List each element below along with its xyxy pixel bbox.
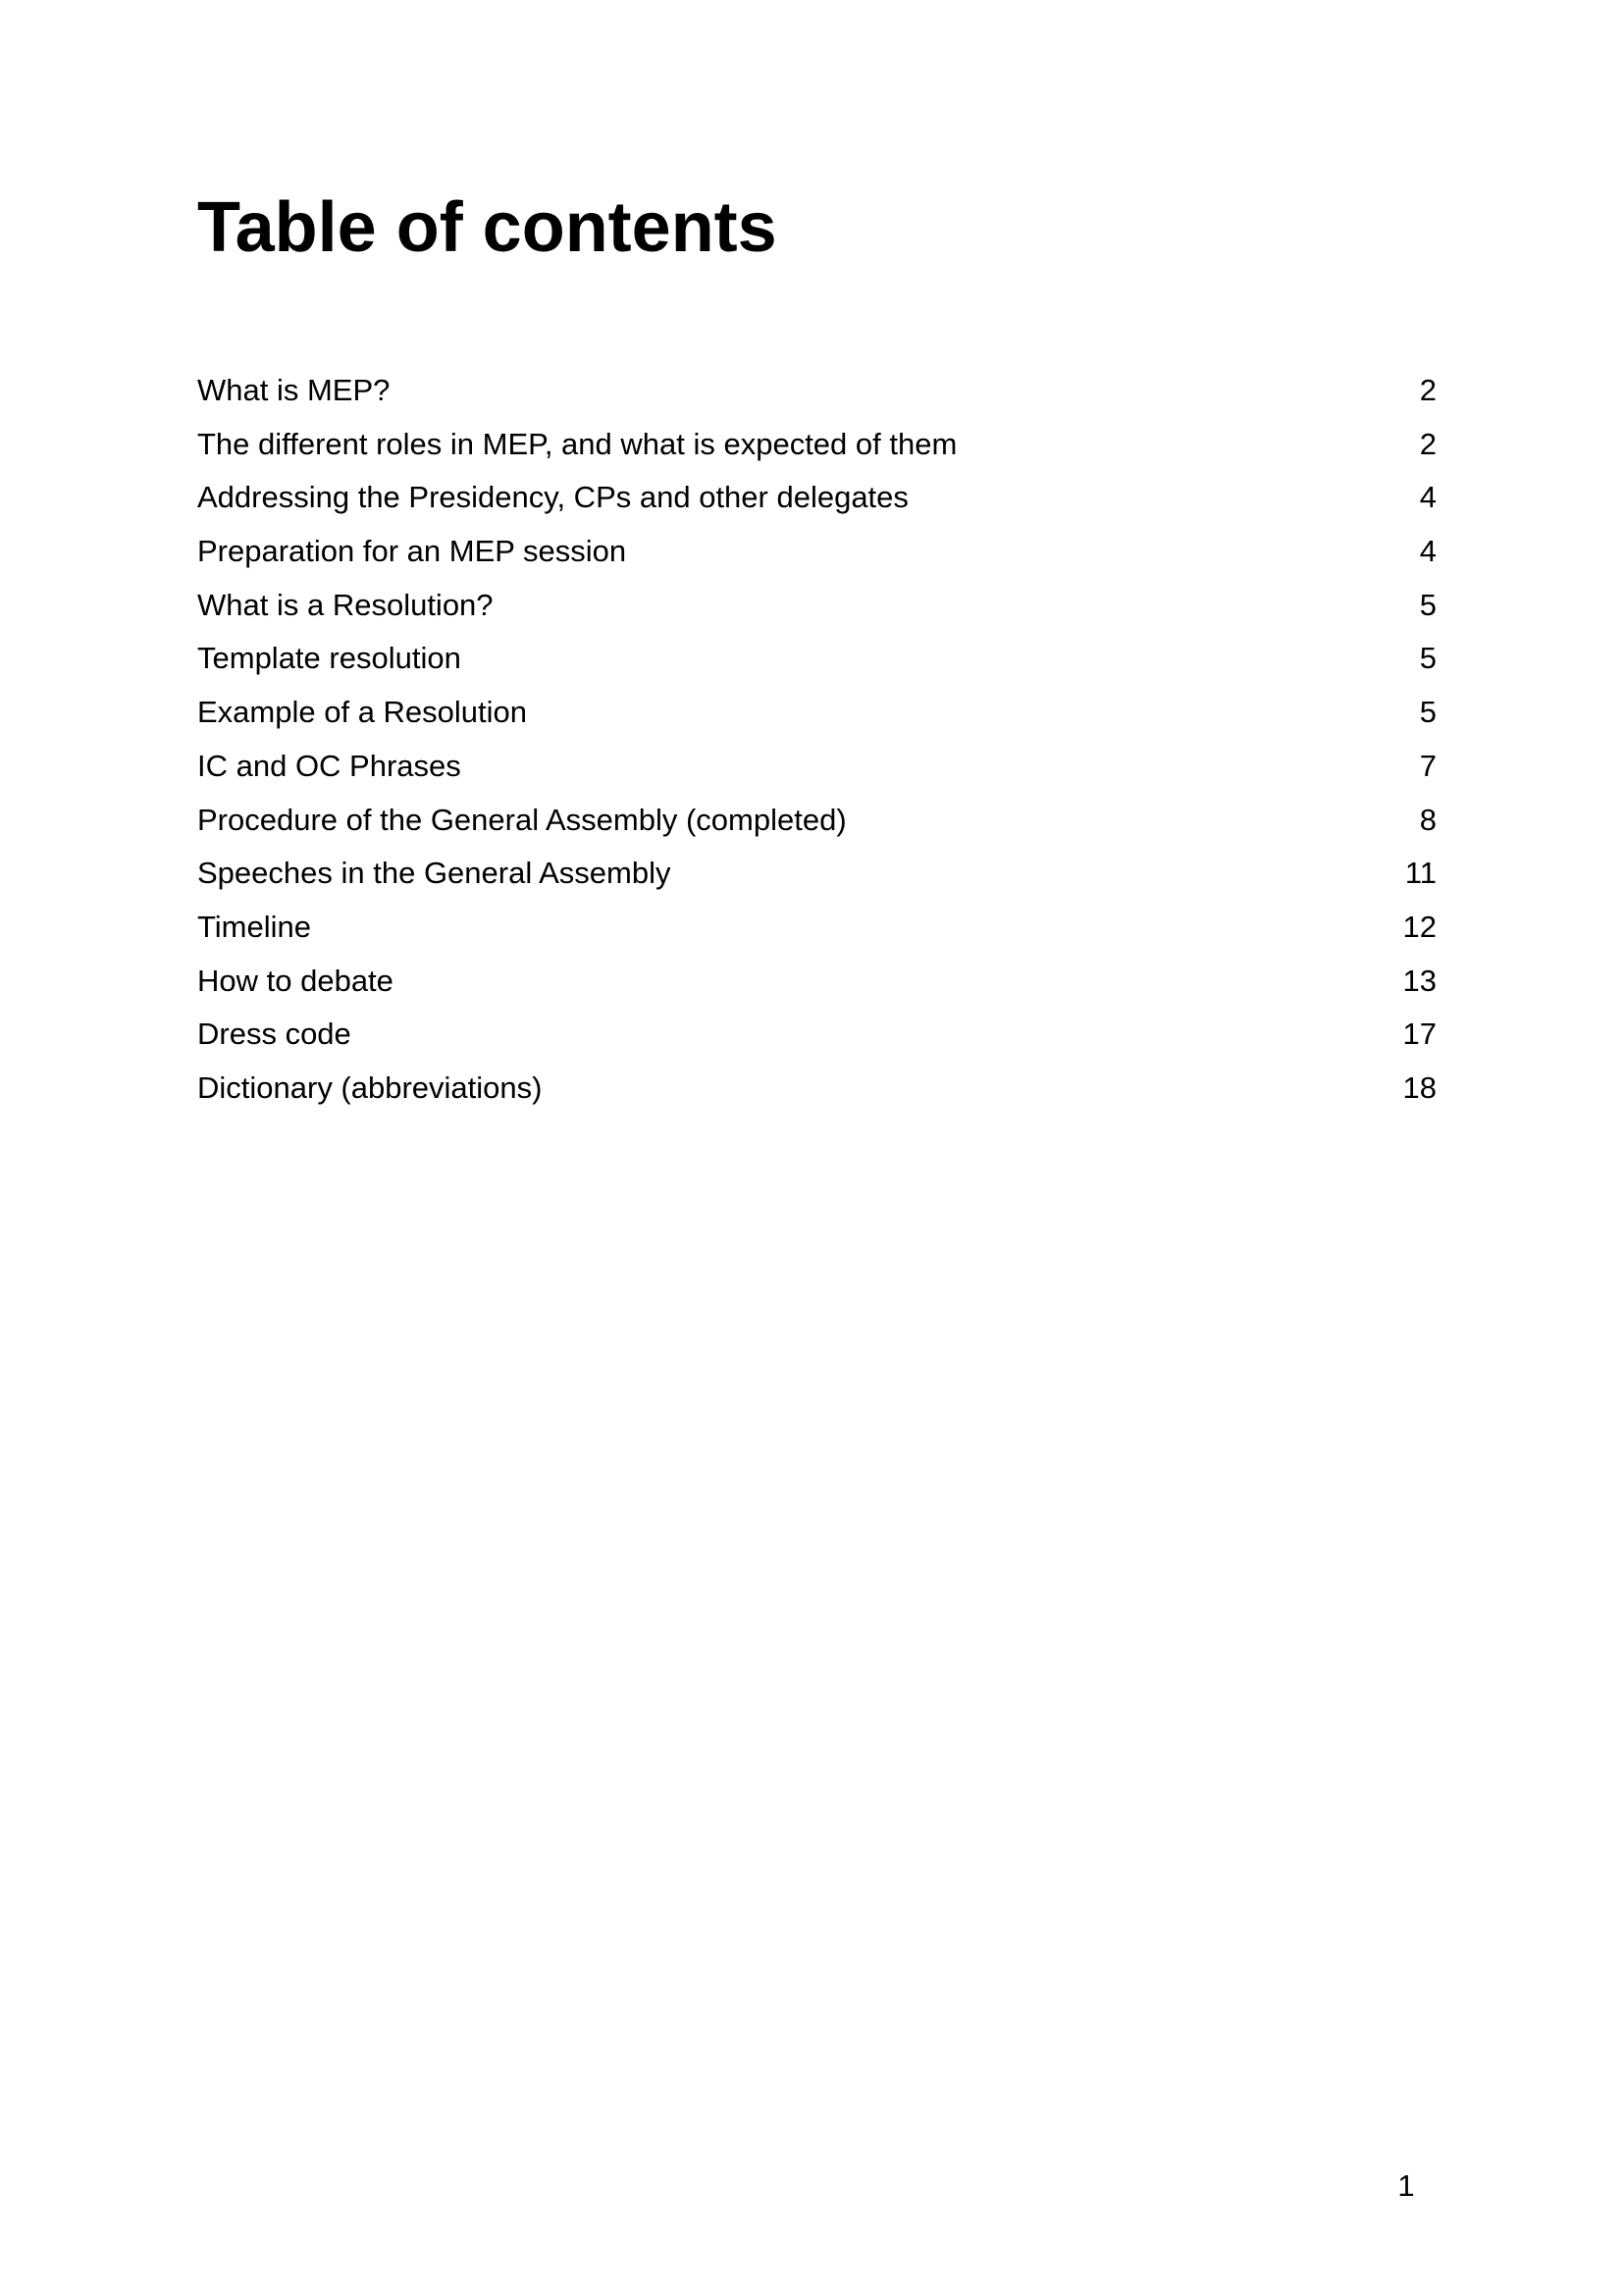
toc-entry[interactable] <box>197 471 1437 525</box>
toc-entry-label: Addressing the Presidency, CPs and other delegates <box>197 480 909 515</box>
page-title: Table of contents <box>197 188 777 267</box>
toc-entry-page: 8 <box>1419 802 1437 837</box>
toc-entry[interactable] <box>197 525 1437 579</box>
toc-entry[interactable] <box>197 1062 1437 1116</box>
toc-entry-label: Timeline <box>197 909 311 944</box>
toc-entry[interactable] <box>197 632 1437 686</box>
toc-entry[interactable] <box>197 364 1437 418</box>
toc-entry[interactable] <box>197 901 1437 955</box>
toc-entry-page: 2 <box>1419 426 1437 461</box>
toc-entry-page: 5 <box>1419 695 1437 730</box>
toc-entry-page: 7 <box>1419 748 1437 783</box>
toc-entry-page: 12 <box>1402 909 1437 944</box>
toc-entry-label: Procedure of the General Assembly (completed) <box>197 802 847 837</box>
toc-entry-label: IC and OC Phrases <box>197 748 461 783</box>
toc-entry[interactable] <box>197 847 1437 901</box>
toc-entry-page: 13 <box>1402 963 1437 998</box>
toc-entry-label: What is a Resolution? <box>197 587 494 622</box>
toc-entry-label: Preparation for an MEP session <box>197 534 627 569</box>
toc-entry-page: 4 <box>1419 480 1437 515</box>
toc-entry[interactable] <box>197 794 1437 848</box>
toc-entry-page: 11 <box>1404 856 1437 891</box>
toc-entry-page: 4 <box>1419 534 1437 569</box>
toc-entry-label: How to debate <box>197 963 393 998</box>
toc-entry[interactable] <box>197 1008 1437 1062</box>
toc-entry[interactable] <box>197 740 1437 794</box>
toc-entry-label: Template resolution <box>197 641 461 676</box>
toc-entry[interactable] <box>197 686 1437 740</box>
toc-entry-label: Dictionary (abbreviations) <box>197 1069 543 1105</box>
toc-entry[interactable] <box>197 955 1437 1009</box>
toc-entry-page: 18 <box>1402 1069 1437 1105</box>
table-of-contents <box>197 364 1437 1116</box>
toc-entry[interactable] <box>197 418 1437 472</box>
toc-entry-page: 2 <box>1419 373 1437 407</box>
toc-entry-label: What is MEP? <box>197 373 391 407</box>
toc-entry-label: Example of a Resolution <box>197 695 528 730</box>
page-number: 1 <box>1397 2168 1415 2203</box>
toc-entry[interactable] <box>197 579 1437 633</box>
toc-entry-page: 5 <box>1419 587 1437 622</box>
toc-entry-label: The different roles in MEP, and what is expected of them <box>197 426 958 461</box>
toc-entry-label: Dress code <box>197 1017 351 1052</box>
toc-entry-label: Speeches in the General Assembly <box>197 856 671 891</box>
toc-entry-page: 17 <box>1402 1017 1437 1052</box>
toc-entry-page: 5 <box>1419 641 1437 676</box>
